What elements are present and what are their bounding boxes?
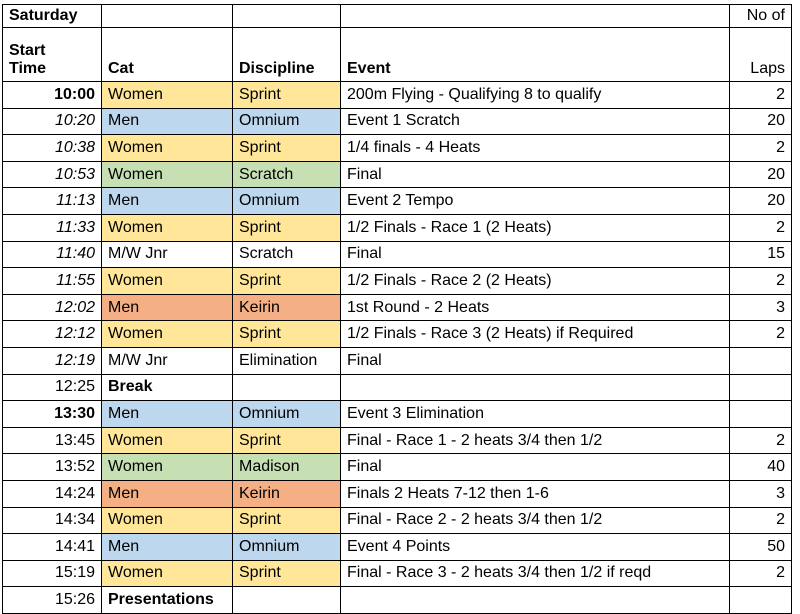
start-time-line2: Time [9, 60, 47, 77]
time-cell: 12:25 [3, 374, 102, 401]
event-cell: Event 3 Elimination [341, 401, 730, 428]
event-cell: 200m Flying - Qualifying 8 to qualify [341, 82, 730, 109]
laps-cell [730, 587, 792, 614]
header-blank-discipline [233, 5, 341, 28]
start-time-header [3, 28, 102, 82]
laps-cell: 15 [730, 241, 792, 268]
discipline-cell: Sprint [233, 321, 341, 348]
discipline-cell: Elimination [233, 347, 341, 374]
table-row [3, 560, 792, 587]
cat-cell: Men [102, 534, 233, 561]
cat-cell: Men [102, 480, 233, 507]
time-cell: 14:41 [3, 534, 102, 561]
event-header: Event [341, 28, 730, 82]
cat-cell: Women [102, 135, 233, 162]
event-cell: Finals 2 Heats 7-12 then 1-6 [341, 480, 730, 507]
day-label: Saturday [3, 5, 102, 28]
discipline-cell: Keirin [233, 294, 341, 321]
time-cell: 13:45 [3, 427, 102, 454]
time-cell: 11:33 [3, 214, 102, 241]
laps-cell: 3 [730, 294, 792, 321]
time-cell: 14:24 [3, 480, 102, 507]
time-cell: 13:30 [3, 401, 102, 428]
time-cell: 11:55 [3, 268, 102, 295]
laps-cell [730, 347, 792, 374]
time-cell: 10:38 [3, 135, 102, 162]
header-row-day [3, 5, 792, 28]
event-cell: Event 1 Scratch [341, 108, 730, 135]
table-row [3, 480, 792, 507]
event-cell [341, 587, 730, 614]
event-cell [341, 374, 730, 401]
discipline-cell: Sprint [233, 560, 341, 587]
discipline-cell: Sprint [233, 507, 341, 534]
cat-cell: M/W Jnr [102, 241, 233, 268]
discipline-header: Discipline [233, 28, 341, 82]
event-cell: Final [341, 347, 730, 374]
table-row [3, 161, 792, 188]
cat-cell: Presentations [102, 587, 233, 614]
laps-cell: 2 [730, 214, 792, 241]
discipline-cell: Sprint [233, 268, 341, 295]
time-cell: 12:12 [3, 321, 102, 348]
laps-cell: 20 [730, 161, 792, 188]
event-cell: Final [341, 454, 730, 481]
laps-cell: 20 [730, 108, 792, 135]
table-row [3, 294, 792, 321]
cat-cell: Women [102, 214, 233, 241]
header-blank-event [341, 5, 730, 28]
table-row [3, 587, 792, 614]
table-row [3, 347, 792, 374]
table-row [3, 241, 792, 268]
table-row [3, 214, 792, 241]
table-row [3, 108, 792, 135]
laps-cell [730, 401, 792, 428]
event-cell: Event 4 Points [341, 534, 730, 561]
table-row [3, 427, 792, 454]
laps-cell: 3 [730, 480, 792, 507]
time-cell: 13:52 [3, 454, 102, 481]
table-row [3, 534, 792, 561]
cat-cell: Men [102, 294, 233, 321]
time-cell: 15:19 [3, 560, 102, 587]
table-row [3, 82, 792, 109]
time-cell: 11:40 [3, 241, 102, 268]
laps-cell: 2 [730, 427, 792, 454]
event-cell: Final [341, 161, 730, 188]
time-cell: 10:20 [3, 108, 102, 135]
event-cell: Final - Race 1 - 2 heats 3/4 then 1/2 [341, 427, 730, 454]
event-cell: 1/4 finals - 4 Heats [341, 135, 730, 162]
cat-cell: Women [102, 507, 233, 534]
header-blank-cat [102, 5, 233, 28]
time-cell: 15:26 [3, 587, 102, 614]
cat-cell: M/W Jnr [102, 347, 233, 374]
time-cell: 10:00 [3, 82, 102, 109]
laps-cell: 2 [730, 321, 792, 348]
laps-cell: 50 [730, 534, 792, 561]
cat-cell: Men [102, 108, 233, 135]
laps-cell: 2 [730, 135, 792, 162]
discipline-cell: Scratch [233, 241, 341, 268]
cat-header: Cat [102, 28, 233, 82]
laps-cell: 40 [730, 454, 792, 481]
event-cell: Event 2 Tempo [341, 188, 730, 215]
laps-header-line1: No of [730, 5, 792, 28]
table-row [3, 374, 792, 401]
event-cell: 1/2 Finals - Race 1 (2 Heats) [341, 214, 730, 241]
cat-cell: Women [102, 161, 233, 188]
cat-cell: Break [102, 374, 233, 401]
discipline-cell: Sprint [233, 135, 341, 162]
cat-cell: Women [102, 560, 233, 587]
table-row [3, 268, 792, 295]
cat-cell: Women [102, 427, 233, 454]
event-cell: Final - Race 2 - 2 heats 3/4 then 1/2 [341, 507, 730, 534]
laps-cell [730, 374, 792, 401]
header-row-columns [3, 28, 792, 82]
time-cell: 11:13 [3, 188, 102, 215]
laps-cell: 2 [730, 268, 792, 295]
event-cell: Final - Race 3 - 2 heats 3/4 then 1/2 if reqd [341, 560, 730, 587]
schedule-table [2, 4, 792, 614]
start-time-line1: Start [9, 42, 46, 59]
table-row [3, 401, 792, 428]
discipline-cell: Omnium [233, 188, 341, 215]
laps-cell: 20 [730, 188, 792, 215]
cat-cell: Women [102, 268, 233, 295]
cat-cell: Men [102, 188, 233, 215]
discipline-cell: Sprint [233, 82, 341, 109]
schedule-body [3, 82, 792, 614]
laps-cell: 2 [730, 82, 792, 109]
discipline-cell: Omnium [233, 534, 341, 561]
time-cell: 12:02 [3, 294, 102, 321]
table-row [3, 454, 792, 481]
event-cell: 1/2 Finals - Race 3 (2 Heats) if Required [341, 321, 730, 348]
cat-cell: Women [102, 321, 233, 348]
time-cell: 14:34 [3, 507, 102, 534]
discipline-cell: Keirin [233, 480, 341, 507]
table-row [3, 188, 792, 215]
discipline-cell: Madison [233, 454, 341, 481]
table-row [3, 321, 792, 348]
time-cell: 10:53 [3, 161, 102, 188]
discipline-cell: Omnium [233, 108, 341, 135]
discipline-cell: Sprint [233, 214, 341, 241]
event-cell: Final [341, 241, 730, 268]
discipline-cell [233, 587, 341, 614]
time-cell: 12:19 [3, 347, 102, 374]
cat-cell: Men [102, 401, 233, 428]
discipline-cell: Scratch [233, 161, 341, 188]
event-cell: 1st Round - 2 Heats [341, 294, 730, 321]
cat-cell: Women [102, 82, 233, 109]
laps-header-line2: Laps [730, 28, 792, 82]
table-header [3, 5, 792, 82]
cat-cell: Women [102, 454, 233, 481]
discipline-cell: Omnium [233, 401, 341, 428]
laps-cell: 2 [730, 560, 792, 587]
discipline-cell: Sprint [233, 427, 341, 454]
event-cell: 1/2 Finals - Race 2 (2 Heats) [341, 268, 730, 295]
discipline-cell [233, 374, 341, 401]
table-row [3, 135, 792, 162]
table-row [3, 507, 792, 534]
laps-cell: 2 [730, 507, 792, 534]
